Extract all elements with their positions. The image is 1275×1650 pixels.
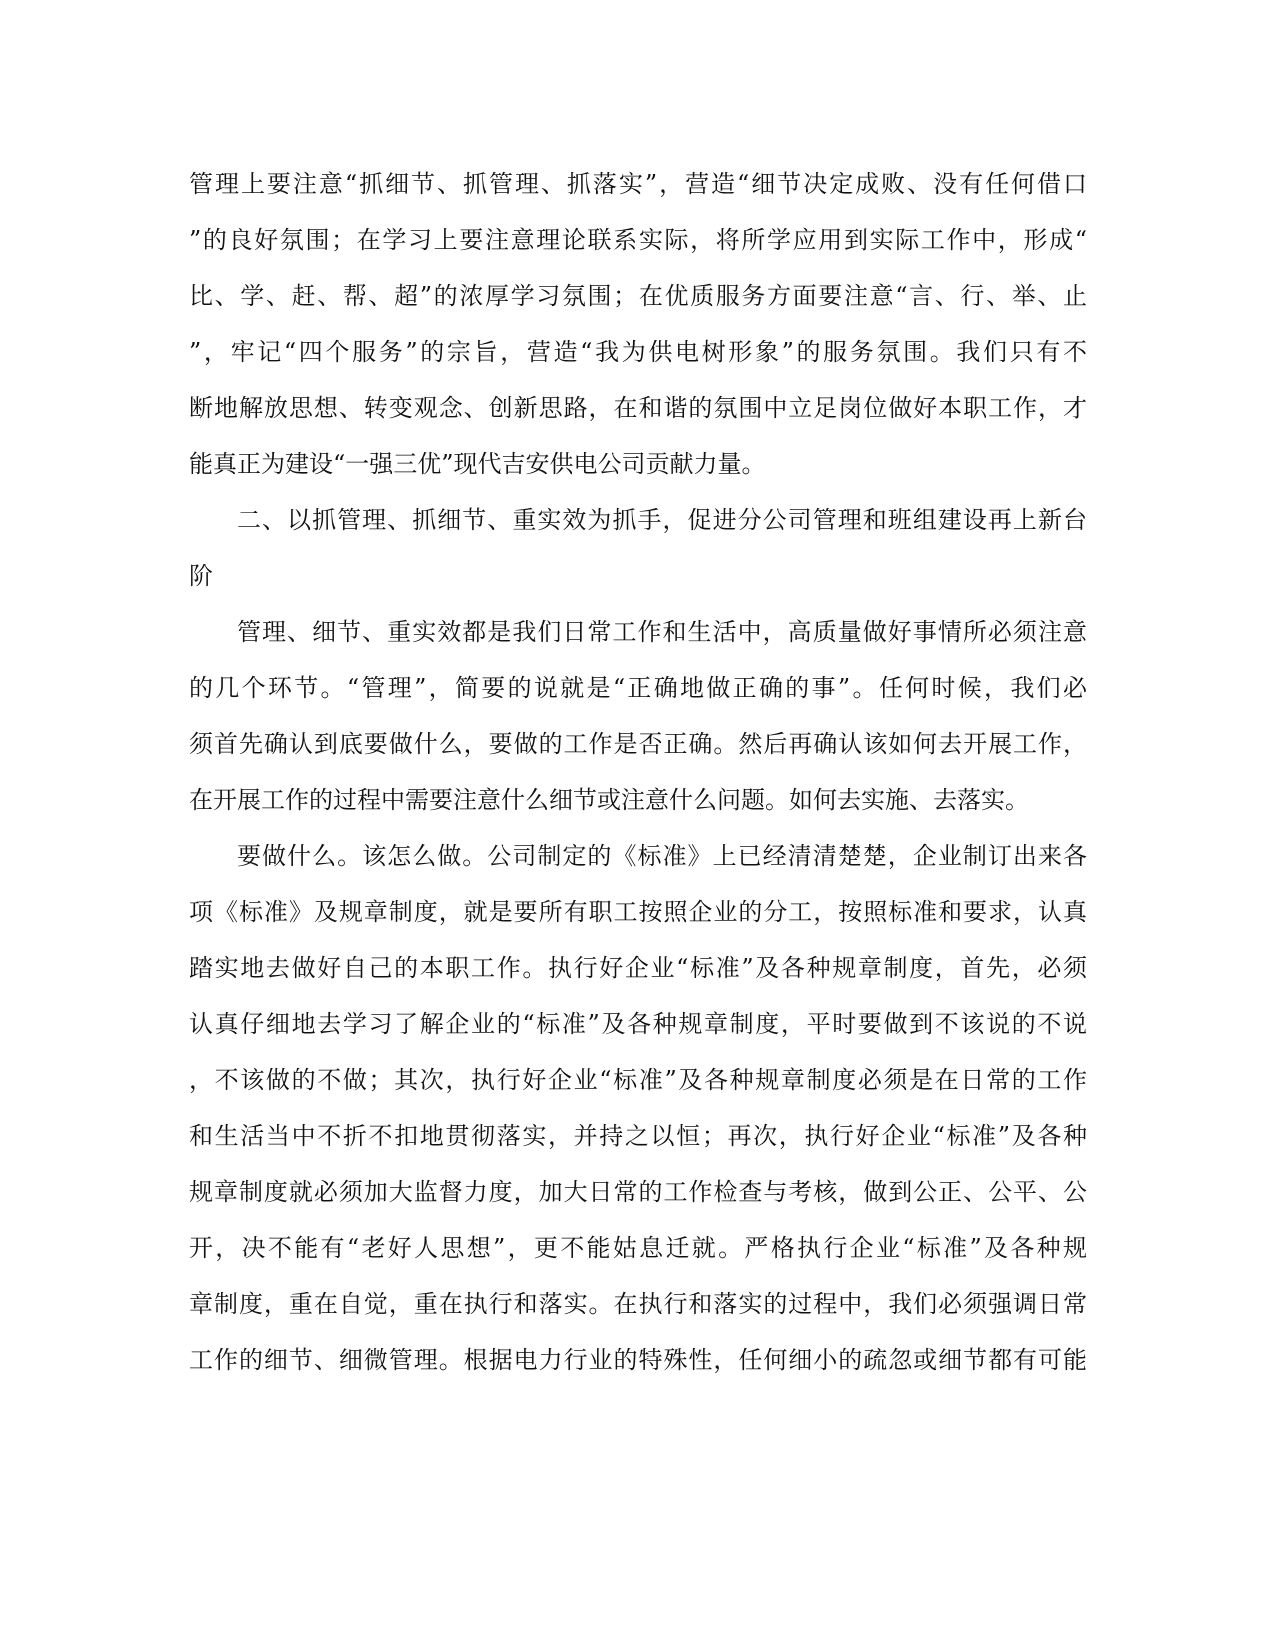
text-line: 须首先确认到底要做什么，要做的工作是否正确。然后再确认该如何去开展工作，	[189, 730, 1087, 758]
text-line: 工作的细节、细微管理。根据电力行业的特殊性，任何细小的疏忽或细节都有可能	[189, 1346, 1087, 1374]
text-line: 的几个环节。“管理”，简要的说就是“正确地做正确的事”。任何时候，我们必	[189, 674, 1087, 702]
text-line: 踏实地去做好自己的本职工作。执行好企业“标准”及各种规章制度，首先，必须	[189, 954, 1087, 982]
text-line: 比、学、赶、帮、超”的浓厚学习氛围；在优质服务方面要注意“言、行、举、止	[189, 282, 1087, 310]
text-line: 和生活当中不折不扣地贯彻落实，并持之以恒；再次，执行好企业“标准”及各种	[189, 1122, 1087, 1150]
text-line: ，不该做的不做；其次，执行好企业“标准”及各种规章制度必须是在日常的工作	[189, 1066, 1087, 1094]
text-line: 项《标准》及规章制度，就是要所有职工按照企业的分工，按照标准和要求，认真	[189, 898, 1087, 926]
section-heading-line: 阶	[189, 562, 213, 590]
text-line: ”的良好氛围；在学习上要注意理论联系实际，将所学应用到实际工作中，形成“	[189, 226, 1087, 254]
text-line: 认真仔细地去学习了解企业的“标准”及各种规章制度，平时要做到不该说的不说	[189, 1010, 1087, 1038]
text-line: ”，牢记“四个服务”的宗旨，营造“我为供电树形象”的服务氛围。我们只有不	[189, 338, 1087, 366]
text-line: 要做什么。该怎么做。公司制定的《标准》上已经清清楚楚，企业制订出来各	[237, 842, 1087, 870]
text-line: 章制度，重在自觉，重在执行和落实。在执行和落实的过程中，我们必须强调日常	[189, 1290, 1087, 1318]
text-line: 管理、细节、重实效都是我们日常工作和生活中，高质量做好事情所必须注意	[237, 618, 1087, 646]
text-line: 管理上要注意“抓细节、抓管理、抓落实”，营造“细节决定成败、没有任何借口	[189, 170, 1087, 198]
text-line: 开，决不能有“老好人思想”，更不能姑息迁就。严格执行企业“标准”及各种规	[189, 1234, 1087, 1262]
text-line: 规章制度就必须加大监督力度，加大日常的工作检查与考核，做到公正、公平、公	[189, 1178, 1087, 1206]
text-line: 断地解放思想、转变观念、创新思路，在和谐的氛围中立足岗位做好本职工作，才	[189, 394, 1087, 422]
section-heading-line: 二、以抓管理、抓细节、重实效为抓手，促进分公司管理和班组建设再上新台	[237, 506, 1087, 534]
text-line: 在开展工作的过程中需要注意什么细节或注意什么问题。如何去实施、去落实。	[189, 786, 1029, 814]
text-line: 能真正为建设“一强三优”现代吉安供电公司贡献力量。	[189, 450, 766, 478]
